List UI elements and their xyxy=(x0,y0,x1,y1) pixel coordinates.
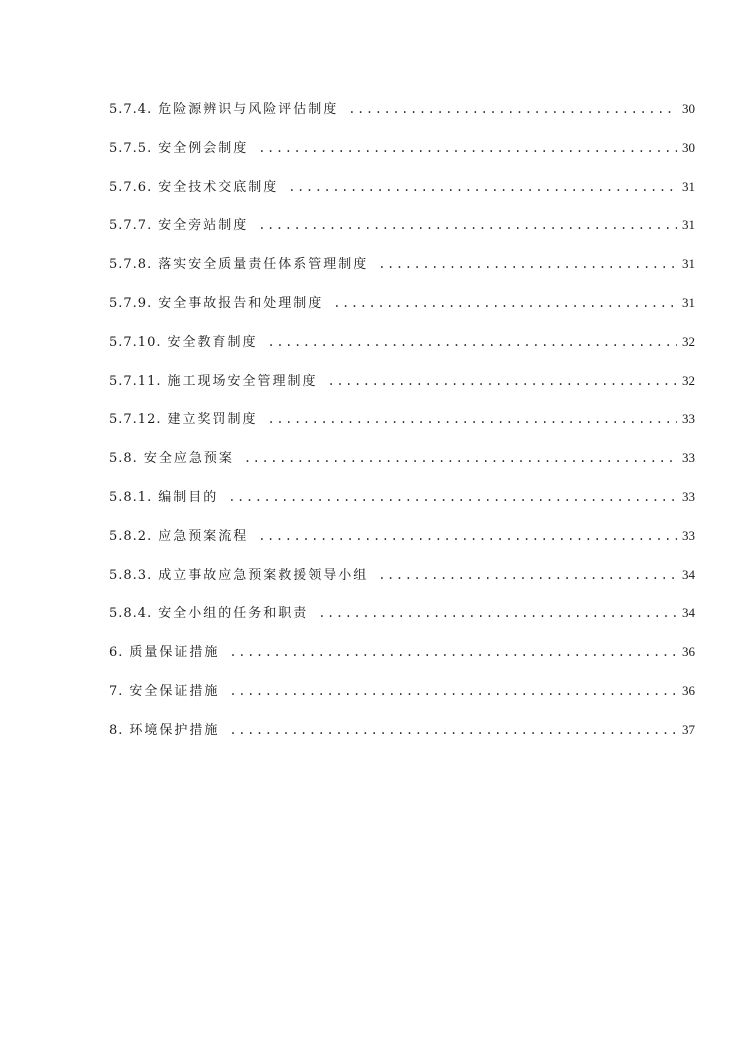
toc-entry[interactable] xyxy=(109,370,695,409)
toc-entry[interactable] xyxy=(109,137,695,176)
toc-entry-page: 33 xyxy=(682,527,695,543)
toc-entry[interactable] xyxy=(109,331,695,370)
toc-entry-title: 安全技术交底制度 xyxy=(158,179,279,195)
toc-leader-dots xyxy=(268,335,678,349)
toc-entry-title: 施工现场安全管理制度 xyxy=(167,373,318,389)
toc-entry[interactable] xyxy=(109,253,695,292)
toc-entry-title: 安全应急预案 xyxy=(143,451,234,467)
toc-entry[interactable] xyxy=(109,176,695,215)
toc-entry[interactable] xyxy=(109,564,695,603)
toc-entry-page: 32 xyxy=(682,372,695,388)
toc-entry-number: 5.7.8. xyxy=(109,257,153,273)
toc-entry-title: 安全事故报告和处理制度 xyxy=(158,295,324,311)
toc-entry-number: 5.7.9. xyxy=(109,295,153,311)
toc-leader-dots xyxy=(229,723,677,737)
toc-leader-dots xyxy=(378,257,677,271)
toc-entry-title: 应急预案流程 xyxy=(158,528,249,544)
toc-leader-dots xyxy=(333,296,677,310)
toc-entry-page: 31 xyxy=(682,178,695,194)
toc-entry-page: 33 xyxy=(682,450,695,466)
toc-entry-number: 5.8.4. xyxy=(109,606,153,622)
toc-entry[interactable] xyxy=(109,98,695,137)
toc-leader-dots xyxy=(229,645,677,659)
toc-leader-dots xyxy=(378,568,677,582)
toc-entry-number: 5.7.12. xyxy=(109,412,162,428)
toc-entry-title: 环境保护措施 xyxy=(129,722,220,738)
toc-entry-page: 31 xyxy=(682,294,695,310)
toc-entry-title: 落实安全质量责任体系管理制度 xyxy=(158,257,369,273)
toc-entry-title: 质量保证措施 xyxy=(129,645,220,661)
toc-leader-dots xyxy=(348,102,677,116)
toc-entry[interactable] xyxy=(109,641,695,680)
table-of-contents xyxy=(109,98,695,758)
toc-entry-number: 5.7.7. xyxy=(109,218,153,234)
toc-entry[interactable] xyxy=(109,408,695,447)
toc-entry-page: 33 xyxy=(682,488,695,504)
toc-leader-dots xyxy=(258,141,677,155)
toc-entry-number: 5.7.5. xyxy=(109,140,153,156)
toc-entry[interactable] xyxy=(109,719,695,758)
toc-entry-page: 30 xyxy=(682,101,695,116)
toc-entry-page: 37 xyxy=(682,721,695,737)
toc-entry-page: 36 xyxy=(682,682,695,698)
toc-leader-dots xyxy=(268,412,678,426)
toc-entry[interactable] xyxy=(109,292,695,331)
toc-leader-dots xyxy=(244,451,677,465)
toc-entry[interactable] xyxy=(109,214,695,253)
toc-entry-number: 5.8.1. xyxy=(109,489,153,505)
toc-entry-title: 安全教育制度 xyxy=(167,334,258,350)
toc-entry-title: 建立奖罚制度 xyxy=(167,412,258,428)
toc-entry-page: 32 xyxy=(682,333,695,349)
toc-entry-number: 5.7.6. xyxy=(109,179,153,195)
toc-leader-dots xyxy=(318,606,677,620)
toc-entry-number: 5.8. xyxy=(109,451,138,467)
toc-entry[interactable] xyxy=(109,602,695,641)
toc-leader-dots xyxy=(228,490,677,504)
toc-entry[interactable] xyxy=(109,680,695,719)
toc-entry-number: 7. xyxy=(109,683,124,699)
toc-entry-title: 编制目的 xyxy=(158,489,219,505)
toc-leader-dots xyxy=(258,529,677,543)
toc-entry-page: 31 xyxy=(682,217,695,233)
toc-entry-title: 安全保证措施 xyxy=(129,683,220,699)
toc-leader-dots xyxy=(258,218,677,232)
toc-entry[interactable] xyxy=(109,525,695,564)
toc-entry-number: 5.8.2. xyxy=(109,528,153,544)
toc-entry-page: 33 xyxy=(682,411,695,427)
toc-entry-page: 30 xyxy=(682,139,695,155)
toc-entry-number: 5.8.3. xyxy=(109,567,153,583)
toc-entry-title: 危险源辨识与风险评估制度 xyxy=(158,102,339,117)
toc-entry-number: 8. xyxy=(109,722,124,738)
toc-entry-title: 成立事故应急预案救援领导小组 xyxy=(158,567,369,583)
toc-entry-page: 34 xyxy=(682,566,695,582)
toc-entry[interactable] xyxy=(109,486,695,525)
toc-entry-number: 5.7.11. xyxy=(109,373,162,389)
toc-entry-title: 安全小组的任务和职责 xyxy=(158,606,309,622)
toc-entry-page: 36 xyxy=(682,644,695,660)
toc-leader-dots xyxy=(328,374,678,388)
toc-entry-number: 6. xyxy=(109,645,124,661)
toc-entry-number: 5.7.4. xyxy=(109,102,153,117)
toc-entry[interactable] xyxy=(109,447,695,486)
toc-entry-page: 34 xyxy=(682,605,695,621)
toc-leader-dots xyxy=(288,180,677,194)
toc-entry-title: 安全例会制度 xyxy=(158,140,249,156)
toc-leader-dots xyxy=(229,684,677,698)
toc-entry-number: 5.7.10. xyxy=(109,334,162,350)
toc-entry-page: 31 xyxy=(682,256,695,272)
toc-entry-title: 安全旁站制度 xyxy=(158,218,249,234)
